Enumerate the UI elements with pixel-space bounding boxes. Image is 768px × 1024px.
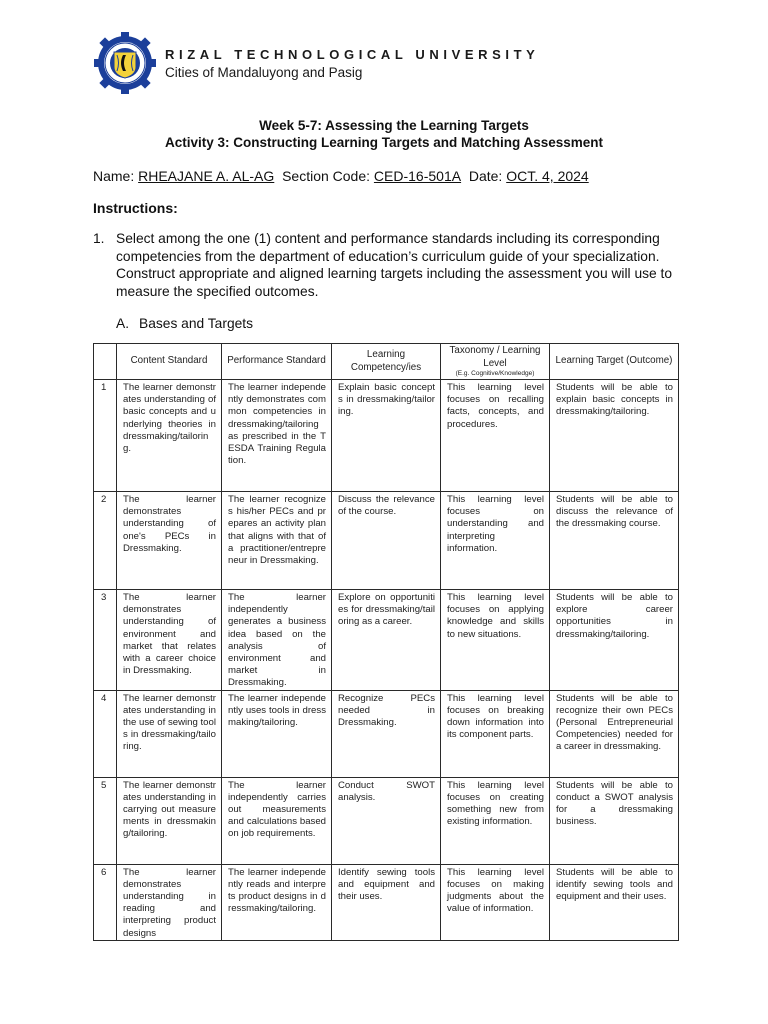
performance-standard-cell: The learner independently uses tools in dressmaking/tailoring. bbox=[222, 690, 332, 777]
section-code-label: Section Code: bbox=[282, 168, 371, 184]
university-subtitle: Cities of Mandaluyong and Pasig bbox=[165, 65, 363, 80]
row-number: 3 bbox=[94, 590, 117, 691]
taxonomy-cell: This learning level focuses on applying knowledge and skills to new situations. bbox=[441, 590, 550, 691]
learning-competency-cell: Recognize PECs needed in Dressmaking. bbox=[332, 690, 441, 777]
header-taxonomy-note: (E.g. Cognitive/Knowledge) bbox=[455, 370, 535, 377]
learning-competency-cell: Explain basic concepts in dressmaking/tailoring. bbox=[332, 380, 441, 492]
name-label: Name: bbox=[93, 168, 135, 184]
header-taxonomy-label: Taxonomy / Learning Level bbox=[449, 345, 541, 369]
header-taxonomy bbox=[441, 344, 550, 380]
table-row bbox=[94, 690, 679, 777]
table-row bbox=[94, 590, 679, 691]
row-number: 1 bbox=[94, 380, 117, 492]
student-info-line bbox=[93, 168, 589, 184]
performance-standard-cell: The learner independently reads and interprets product designs in dressmaking/tailoring. bbox=[222, 864, 332, 940]
learning-competency-cell: Conduct SWOT analysis. bbox=[332, 777, 441, 864]
header-learning-competency: Learning Competency/ies bbox=[332, 344, 441, 380]
document-title-activity: Activity 3: Constructing Learning Targets and Matching Assessment bbox=[164, 135, 604, 150]
learning-target-cell: Students will be able to conduct a SWOT analysis for a dressmaking business. bbox=[550, 777, 679, 864]
content-standard-cell: The learner demonstrates understanding in the use of sewing tools in dressmaking/tailoring. bbox=[117, 690, 222, 777]
content-standard-cell: The learner demonstrates understanding in reading and interpreting product designs bbox=[117, 864, 222, 940]
learning-competency-cell: Identify sewing tools and equipment and their uses. bbox=[332, 864, 441, 940]
subsection-heading bbox=[116, 316, 253, 331]
instruction-number: 1. bbox=[93, 231, 105, 246]
row-number: 2 bbox=[94, 492, 117, 590]
content-standard-cell: The learner demonstrates understanding of environment and market that relates with a career choice in Dressmaking. bbox=[117, 590, 222, 691]
table-row bbox=[94, 864, 679, 940]
table-row bbox=[94, 380, 679, 492]
learning-competency-cell: Explore on opportunities for dressmaking/tailoring as a career. bbox=[332, 590, 441, 691]
university-header bbox=[92, 31, 552, 95]
performance-standard-cell: The learner recognizes his/her PECs and prepares an activity plan that aligns with that of a practitioner/entrepreneur in Dressmaking. bbox=[222, 492, 332, 590]
instruction-item-1 bbox=[93, 230, 683, 300]
document-titles bbox=[0, 117, 768, 151]
university-seal-logo bbox=[92, 31, 158, 95]
table-row bbox=[94, 777, 679, 864]
taxonomy-cell: This learning level focuses on creating something new from existing information. bbox=[441, 777, 550, 864]
table-header-row bbox=[94, 344, 679, 380]
row-number: 4 bbox=[94, 690, 117, 777]
content-standard-cell: The learner demonstrates understanding in carrying out measurements in dressmaking/tailoring. bbox=[117, 777, 222, 864]
header-learning-target: Learning Target (Outcome) bbox=[550, 344, 679, 380]
subsection-title: Bases and Targets bbox=[139, 316, 254, 331]
subsection-label: A. bbox=[116, 316, 130, 331]
header-number bbox=[94, 344, 117, 380]
row-number: 6 bbox=[94, 864, 117, 940]
date-value: OCT. 4, 2024 bbox=[506, 168, 589, 184]
learning-target-cell: Students will be able to recognize their own PECs (Personal Entrepreneurial Competencies) needed for a career in dressmaking. bbox=[550, 690, 679, 777]
learning-target-cell: Students will be able to explain basic concepts in dressmaking/tailoring. bbox=[550, 380, 679, 492]
performance-standard-cell: The learner independently generates a business idea based on the analysis of environment and market in Dressmaking. bbox=[222, 590, 332, 691]
learning-target-cell: Students will be able to identify sewing tools and equipment and their uses. bbox=[550, 864, 679, 940]
section-code-value: CED-16-501A bbox=[373, 168, 462, 184]
header-content-standard: Content Standard bbox=[117, 344, 222, 380]
instruction-text: Select among the one (1) content and performance standards including its corresponding competencies from the department of education’s curriculum guide of your specialization. Construct appropriate and aligned learning targets including the assessment you will use to measure the specified outcomes. bbox=[116, 231, 673, 299]
learning-target-cell: Students will be able to explore career opportunities in dressmaking/tailoring. bbox=[550, 590, 679, 691]
taxonomy-cell: This learning level focuses on breaking down information into its component parts. bbox=[441, 690, 550, 777]
content-standard-cell: The learner demonstrates understanding of basic concepts and underlying theories in dressmaking/tailoring. bbox=[117, 380, 222, 492]
taxonomy-cell: This learning level focuses on recalling facts, concepts, and procedures. bbox=[441, 380, 550, 492]
bases-and-targets-table bbox=[93, 343, 679, 941]
university-name: RIZAL TECHNOLOGICAL UNIVERSITY bbox=[165, 47, 540, 62]
name-value: RHEAJANE A. AL-AG bbox=[138, 168, 275, 184]
table-row bbox=[94, 492, 679, 590]
date-label: Date: bbox=[468, 168, 503, 184]
taxonomy-cell: This learning level focuses on understanding and interpreting information. bbox=[441, 492, 550, 590]
performance-standard-cell: The learner independently demonstrates common competencies in dressmaking/tailoring as prescribed in the TESDA Training Regulation. bbox=[222, 380, 332, 492]
performance-standard-cell: The learner independently carries out measurements and calculations based on job requirements. bbox=[222, 777, 332, 864]
document-title-week: Week 5-7: Assessing the Learning Targets bbox=[259, 118, 529, 133]
instructions-heading: Instructions: bbox=[93, 200, 178, 216]
taxonomy-cell: This learning level focuses on making judgments about the value of information. bbox=[441, 864, 550, 940]
header-performance-standard: Performance Standard bbox=[222, 344, 332, 380]
learning-target-cell: Students will be able to discuss the relevance of the dressmaking course. bbox=[550, 492, 679, 590]
content-standard-cell: The learner demonstrates understanding of one's PECs in Dressmaking. bbox=[117, 492, 222, 590]
row-number: 5 bbox=[94, 777, 117, 864]
learning-competency-cell: Discuss the relevance of the course. bbox=[332, 492, 441, 590]
